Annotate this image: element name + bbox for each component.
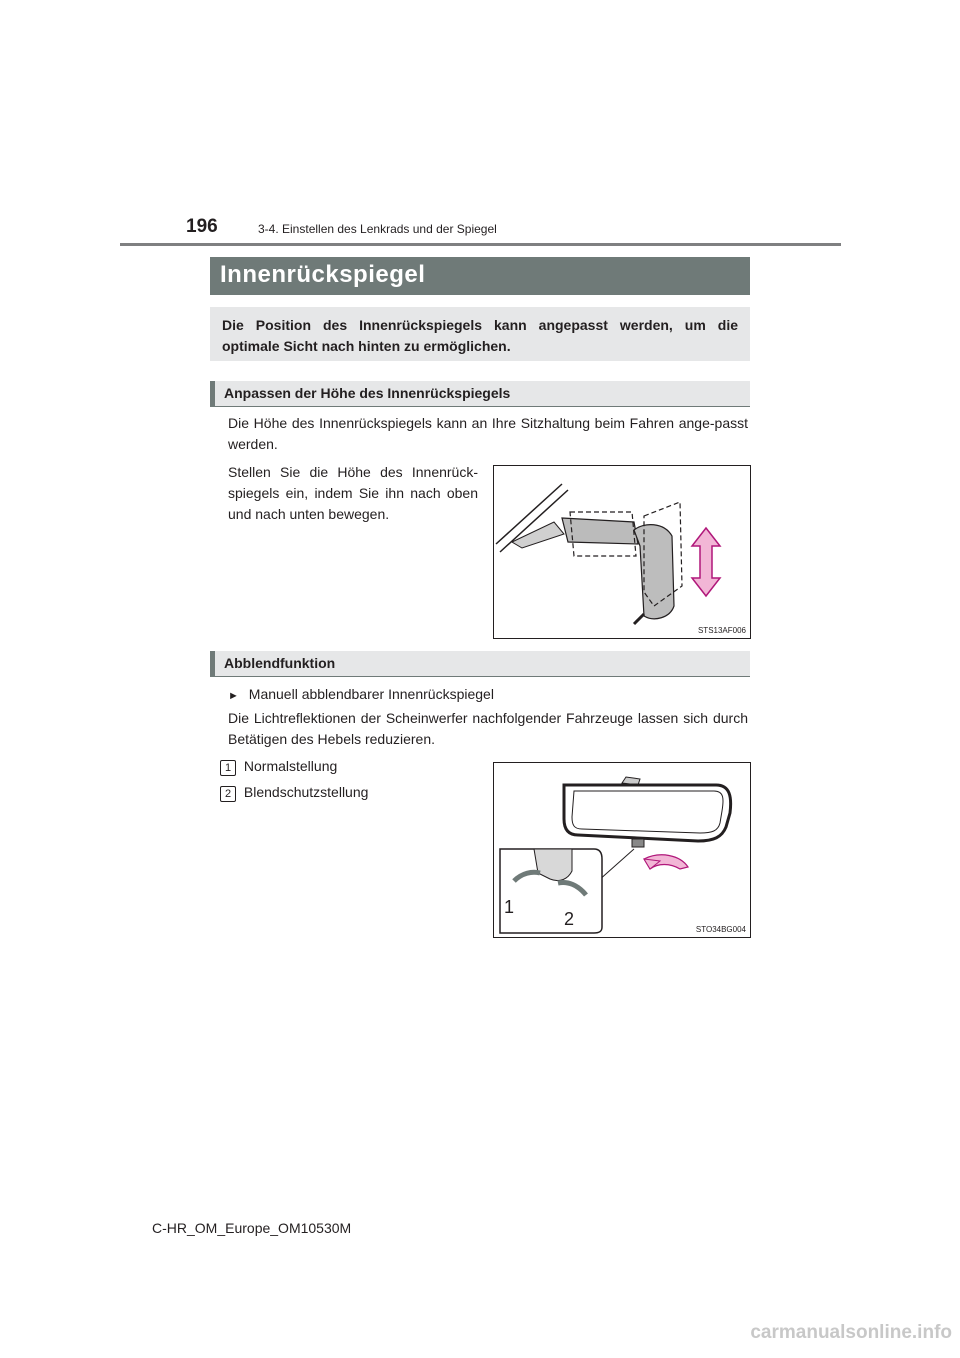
figure-code: STO34BG004 — [695, 925, 746, 934]
intro-box — [210, 307, 750, 361]
section-header: 3-4. Einstellen des Lenkrads und der Spiegel — [258, 222, 497, 236]
heading-bar — [210, 651, 215, 677]
intro-line-2: optimale Sicht nach hinten zu ermöglichen. — [222, 338, 511, 354]
number-icon: 1 — [220, 760, 236, 776]
height-heading-text: Anpassen der Höhe des Innenrückspiegels — [224, 385, 511, 401]
bullet-row — [228, 684, 494, 707]
figure-code: STS13AF006 — [697, 626, 746, 635]
height-paragraph-1: Die Höhe des Innenrückspiegels kann an Ihre Sitzhaltung beim Fahren ange-passt werden. — [228, 415, 748, 452]
title-bar — [210, 257, 750, 295]
height-section-heading — [210, 381, 750, 407]
bullet-label: Manuell abblendbarer Innenrückspiegel — [248, 686, 494, 702]
dimming-heading-text: Abblendfunktion — [224, 655, 336, 671]
heading-bar — [210, 381, 215, 407]
height-paragraph-2: Stellen Sie die Höhe des Innenrück-spiegels ein, indem Sie ihn nach oben und nach unten bewegen. — [228, 464, 478, 522]
mirror-height-figure — [493, 465, 751, 639]
mirror-height-illustration — [494, 466, 750, 638]
item-label: Blendschutzstellung — [243, 784, 369, 800]
number-icon: 2 — [220, 786, 236, 802]
footer-doc-id: C-HR_OM_Europe_OM10530M — [152, 1220, 352, 1236]
item-label: Normalstellung — [243, 758, 338, 774]
intro-text — [222, 315, 738, 357]
page-number: 196 — [186, 216, 218, 237]
intro-line-1: Die Position des Innenrückspiegels kann angepasst werden, um die — [222, 317, 738, 333]
callout-2: 2 — [564, 909, 575, 929]
watermark: carmanualsonline.info — [750, 1322, 952, 1343]
item-row-2 — [220, 782, 368, 803]
item-row-1 — [220, 756, 337, 777]
callout-1: 1 — [504, 897, 515, 917]
dimming-section-heading — [210, 651, 750, 677]
dimming-paragraph: Die Lichtreflektionen der Scheinwerfer nachfolgender Fahrzeuge lassen sich durch Betätigen des Hebels reduzieren. — [228, 710, 748, 747]
mirror-dimming-illustration — [494, 763, 750, 937]
header-rule — [120, 243, 841, 246]
mirror-dimming-figure — [493, 762, 751, 938]
page-title: Innenrückspiegel — [220, 261, 426, 288]
triangle-bullet-icon: ► — [228, 690, 239, 702]
